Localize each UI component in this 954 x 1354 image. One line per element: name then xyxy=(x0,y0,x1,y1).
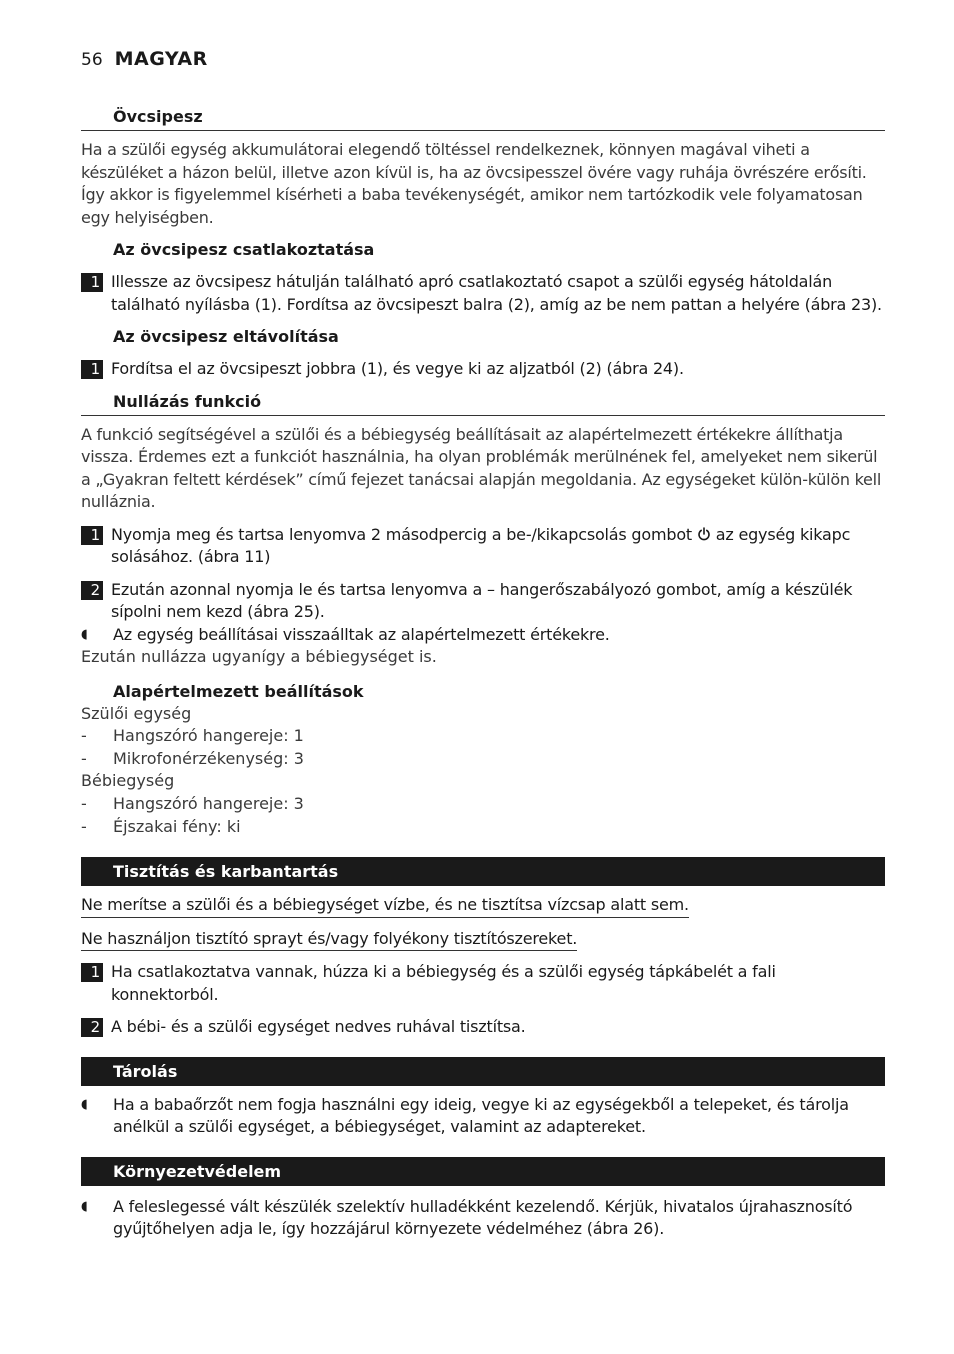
bullet-text: Az egység beállításai visszaálltak az alapértelmezett értékekre. xyxy=(113,624,610,644)
step-clean-2 xyxy=(81,1016,885,1039)
step-reset-1 xyxy=(81,524,885,569)
step-text-part-b: az egység kikapc solásához. (ábra 11) xyxy=(111,524,851,566)
bullet-arrow-icon: ◖ xyxy=(81,1096,88,1112)
step-number: 1 xyxy=(81,963,103,982)
section-bar-storage: Tárolás xyxy=(81,1057,885,1086)
step-number: 2 xyxy=(81,1018,103,1037)
step-number: 1 xyxy=(81,526,103,545)
section-bar-cleaning: Tisztítás és karbantartás xyxy=(81,857,885,886)
step-number: 1 xyxy=(81,273,103,292)
power-icon xyxy=(697,527,711,541)
belt-clip-intro: Ha a szülői egység akkumulátorai elegendő töltéssel rendelkeznek, könnyen magával viheti a készüléket a házon belül, illetve azon kívül is, ha az övcsipesszel övére vagy ruhája övrészére erősíti. Így akkor is figyelemmel kísérheti a baba tevékenységét, amikor nem tartózkodik vele folyamatosan egy helyiségben. xyxy=(81,140,867,227)
reset-result xyxy=(81,624,885,647)
section-bar-environment: Környezetvédelem xyxy=(81,1157,885,1186)
subheading-remove-clip: Az övcsipesz eltávolítása xyxy=(113,327,339,346)
step-attach-1 xyxy=(81,271,885,316)
subheading-attach-clip: Az övcsipesz csatlakoztatása xyxy=(113,240,375,259)
subheading-defaults: Alapértelmezett beállítások xyxy=(113,681,364,701)
list-item: - Mikrofonérzékenység: 3 xyxy=(81,748,304,768)
environment-bullet xyxy=(81,1196,885,1241)
page-header xyxy=(81,48,208,72)
list-item: - Hangszóró hangereje: 3 xyxy=(81,793,304,813)
bullet-text: A feleslegessé vált készülék szelektív hulladékként kezelendő. Kérjük, hivatalos újrahasznosító gyűjtőhelyen adja le, így hozzájárul környezete védelméhez (ábra 26). xyxy=(113,1196,853,1239)
baby-unit-label: Bébiegység xyxy=(81,771,175,791)
storage-bullet xyxy=(81,1094,885,1139)
step-text xyxy=(111,524,885,569)
list-item: - Hangszóró hangereje: 1 xyxy=(81,726,304,746)
list-item: - Éjszakai fény: ki xyxy=(81,816,241,836)
step-number: 1 xyxy=(81,360,103,379)
step-number: 2 xyxy=(81,581,103,600)
step-remove-1 xyxy=(81,358,885,381)
warning-no-spray: Ne használjon tisztító sprayt és/vagy folyékony tisztítószereket. xyxy=(81,928,577,952)
reset-intro: A funkció segítségével a szülői és a bébiegység beállításait az alapértelmezett értékekre állíthatja vissza. Érdemes ezt a funkciót használnia, ha olyan problémák merülnének fel, amelyeket nem sikerül a „Gyakran feltett kérdések” című fejezet tanácsai alapján megoldania. Az egységeket külön-külön kell nulláznia. xyxy=(81,424,882,511)
step-text-part-a: Nyomja meg és tartsa lenyomva 2 másodpercig a be-/kikapcsolás gombot xyxy=(111,524,692,544)
language-title: MAGYAR xyxy=(114,48,208,70)
step-reset-2 xyxy=(81,579,885,624)
step-text: Ha csatlakoztatva vannak, húzza ki a bébiegység és a szülői egység tápkábelét a fali konnektorból. xyxy=(111,962,776,1004)
bullet-arrow-icon: ◖ xyxy=(81,1198,88,1214)
parent-unit-label: Szülői egység xyxy=(81,703,192,723)
reset-after: Ezután nullázza ugyanígy a bébiegységet is. xyxy=(81,647,437,666)
section-heading-reset: Nullázás funkció xyxy=(81,391,885,416)
page-number: 56 xyxy=(81,50,103,70)
warning-2-wrap xyxy=(81,928,885,962)
bullet-arrow-icon: ◖ xyxy=(81,626,88,642)
section-heading-belt-clip: Övcsipesz xyxy=(81,106,885,131)
step-text: A bébi- és a szülői egységet nedves ruhával tisztítsa. xyxy=(111,1017,526,1037)
step-text: Fordítsa el az övcsipeszt jobbra (1), és vegye ki az aljzatból (2) (ábra 24). xyxy=(111,359,684,378)
step-clean-1 xyxy=(81,961,885,1006)
step-text: Illessze az övcsipesz hátulján található apró csatlakoztató csapot a szülői egység hátoldalán található nyílásba (1). Fordítsa az övcsipeszt balra (2), amíg az be nem pattan a helyére (ábra 23). xyxy=(111,272,882,314)
step-text: Ezután azonnal nyomja le és tartsa lenyomva a – hangerőszabályozó gombot, amíg a készülék sípolni nem kezd (ábra 25). xyxy=(111,579,853,621)
warning-1-wrap xyxy=(81,894,885,928)
bullet-text: Ha a babaőrzőt nem fogja használni egy ideig, vegye ki az egységekből a telepeket, és tárolja anélkül a szülői egységet, a bébiegységet, valamint az adaptereket. xyxy=(113,1094,849,1137)
warning-no-water: Ne merítse a szülői és a bébiegységet vízbe, és ne tisztítsa vízcsap alatt sem. xyxy=(81,894,689,918)
page-content xyxy=(81,106,885,1241)
